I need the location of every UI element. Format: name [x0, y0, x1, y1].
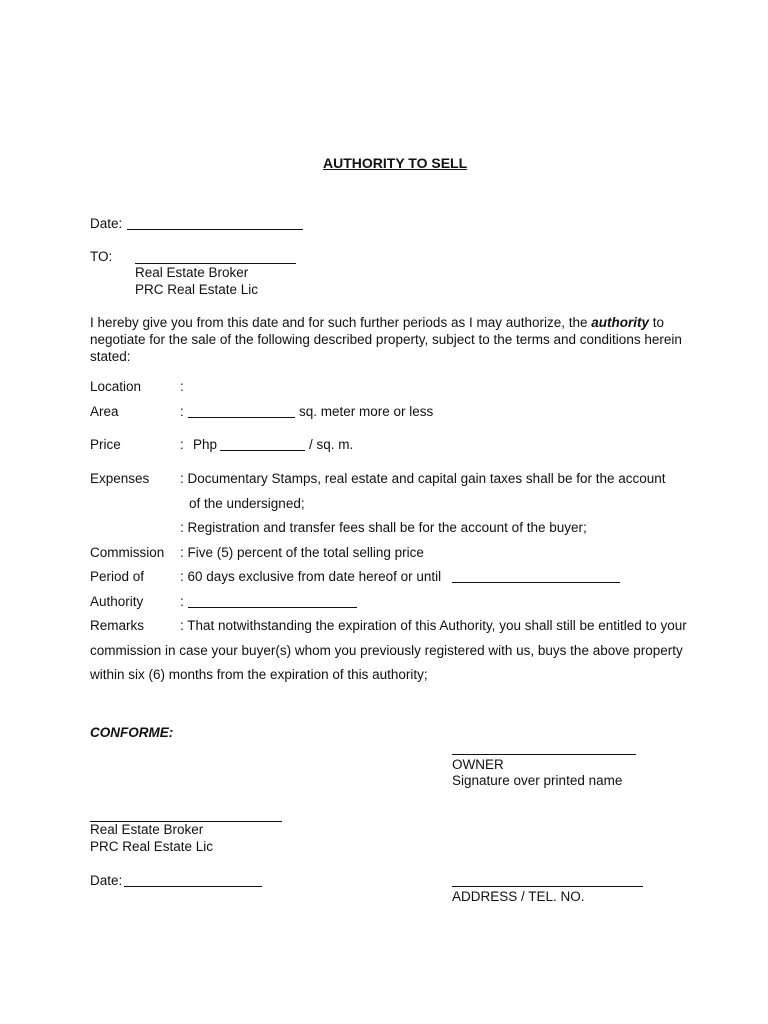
location-colon: :: [180, 379, 184, 394]
authority-colon: :: [180, 594, 184, 609]
expenses-label: Expenses: [90, 471, 150, 486]
area-suffix: sq. meter more or less: [299, 404, 434, 419]
intro-after: to negotiate for the sale of the following described property, subject to the terms and conditions herein stated:: [90, 315, 682, 364]
remarks-line1: : That notwithstanding the expiration of this Authority, you shall still be entitled to your: [180, 618, 687, 633]
address-label: ADDRESS / TEL. NO.: [452, 889, 585, 904]
commission-value: : Five (5) percent of the total selling price: [180, 545, 424, 560]
date-label: Date:: [90, 216, 123, 231]
price-label: Price: [90, 437, 121, 452]
intro-paragraph: [90, 314, 705, 365]
remarks-label: Remarks: [90, 618, 145, 633]
location-label: Location: [90, 379, 142, 394]
date-line[interactable]: [127, 229, 303, 230]
price-colon: :: [180, 437, 184, 452]
remarks-line2: commission in case your buyer(s) whom you previously registered with us, buys the above property: [90, 643, 683, 658]
period-until-line[interactable]: [452, 582, 620, 583]
remarks-line3: within six (6) months from the expiration of this authority;: [90, 667, 428, 682]
price-line[interactable]: [220, 450, 305, 451]
bottom-date-label: Date:: [90, 873, 123, 888]
price-prefix: Php: [193, 437, 218, 452]
expenses-line2: of the undersigned;: [189, 496, 305, 511]
intro-emphasis: authority: [591, 315, 650, 330]
owner-label: OWNER: [452, 757, 504, 772]
to-name-line[interactable]: [135, 263, 296, 264]
owner-signature-line[interactable]: [452, 754, 636, 755]
addressee-line1: Real Estate Broker: [135, 265, 249, 280]
address-line[interactable]: [452, 886, 643, 887]
period-value: : 60 days exclusive from date hereof or until: [180, 569, 442, 584]
area-colon: :: [180, 404, 184, 419]
area-label: Area: [90, 404, 119, 419]
period-label: Period of: [90, 569, 145, 584]
broker-line2: PRC Real Estate Lic: [90, 839, 214, 854]
authority-line[interactable]: [188, 607, 357, 608]
commission-label: Commission: [90, 545, 165, 560]
authority-label: Authority: [90, 594, 144, 609]
expenses-line3: : Registration and transfer fees shall be for the account of the buyer;: [180, 520, 587, 535]
addressee-line2: PRC Real Estate Lic: [135, 282, 259, 297]
expenses-line1: : Documentary Stamps, real estate and capital gain taxes shall be for the account: [180, 471, 666, 486]
conforme-label: CONFORME:: [90, 725, 174, 740]
owner-sublabel: Signature over printed name: [452, 773, 623, 788]
to-label: TO:: [90, 249, 113, 264]
price-suffix: / sq. m.: [309, 437, 354, 452]
area-line[interactable]: [188, 417, 295, 418]
document-title: AUTHORITY TO SELL: [323, 155, 468, 171]
intro-before: I hereby give you from this date and for such further periods as I may authorize, the: [90, 315, 592, 330]
broker-line1: Real Estate Broker: [90, 822, 204, 837]
bottom-date-line[interactable]: [124, 886, 262, 887]
